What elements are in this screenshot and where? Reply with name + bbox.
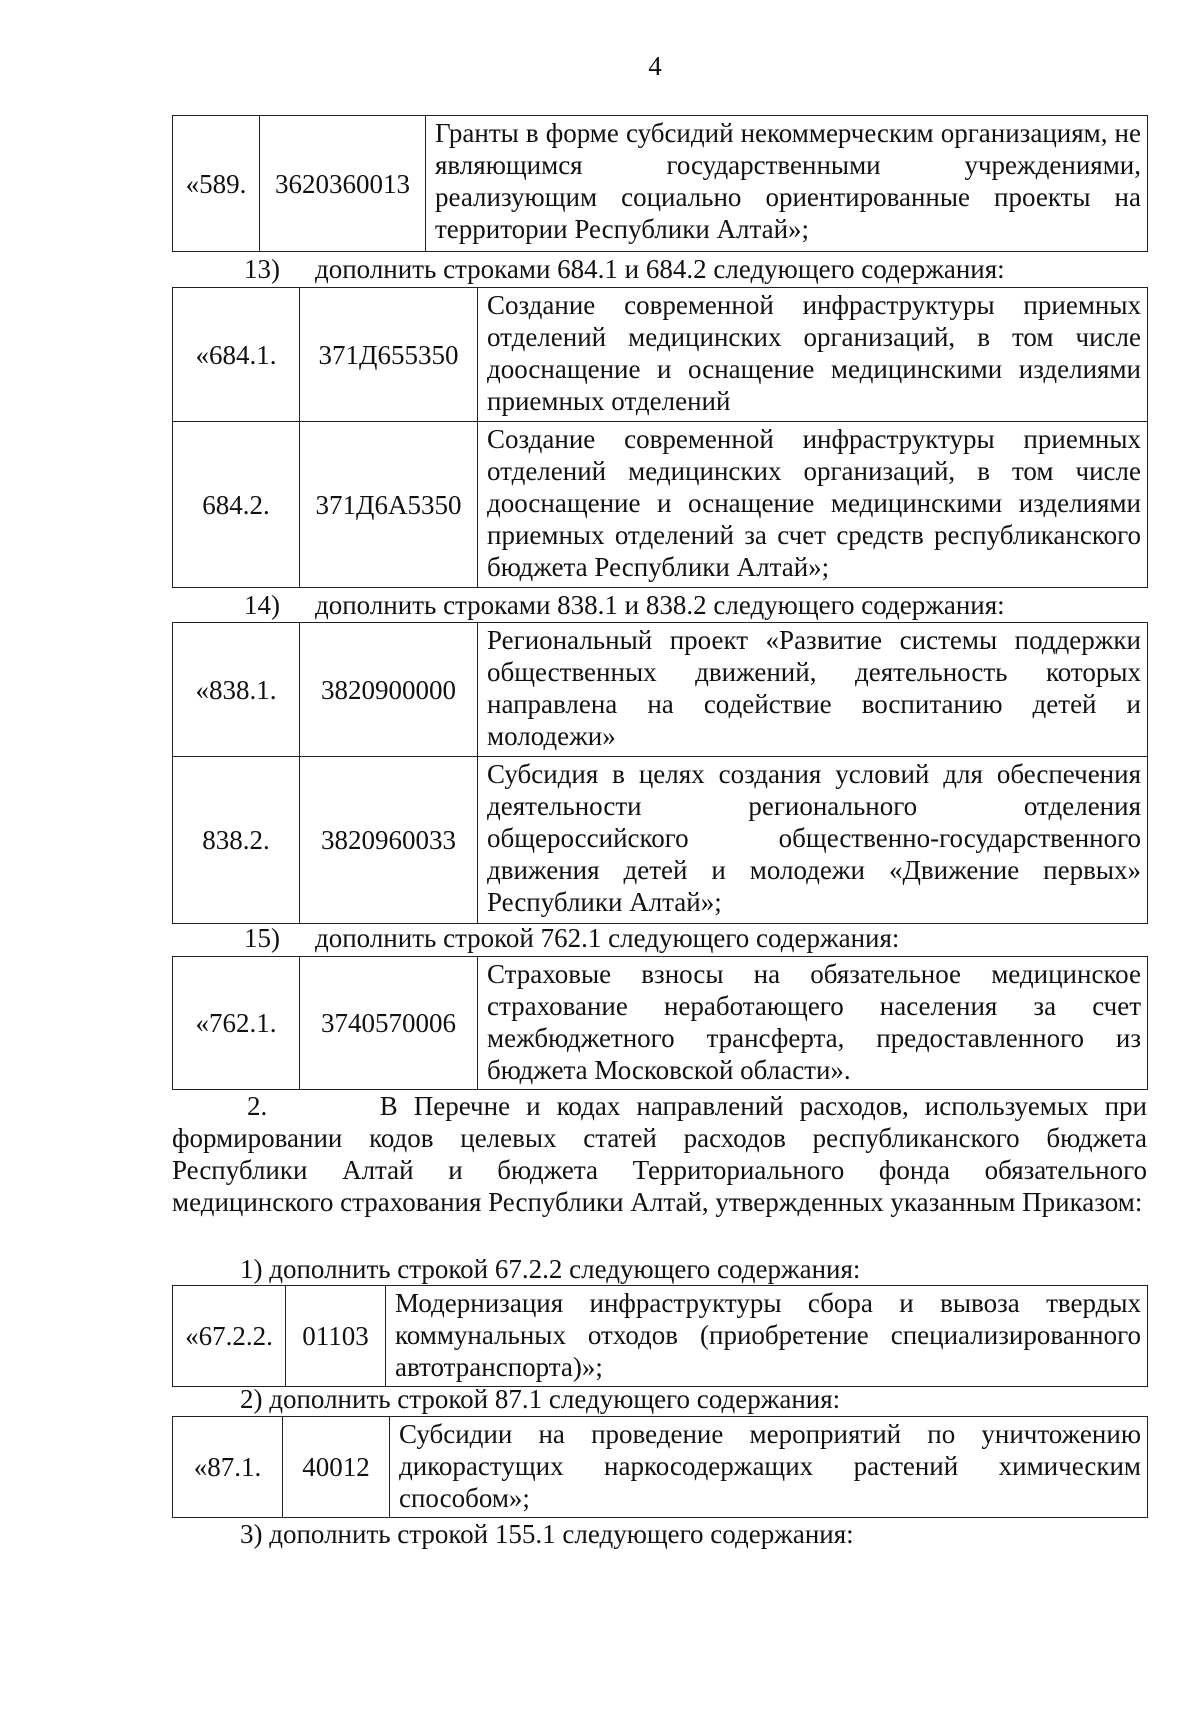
row-code: 3820900000 <box>300 623 478 757</box>
table-row-762 <box>172 956 1148 1090</box>
table-row <box>173 757 1148 924</box>
table-838 <box>172 622 1148 924</box>
item-text: дополнить строками 838.1 и 838.2 следующего содержания: <box>315 590 1005 620</box>
row-text: Субсидия в целях создания условий для обеспечения деятельности регионального отделения общероссийского общественно-государственного движения детей и молодежи «Движение первых» Республики Алтай»; <box>478 757 1148 924</box>
table-row <box>173 957 1148 1090</box>
table-row-871 <box>172 1416 1148 1518</box>
row-number: «87.1. <box>173 1417 283 1518</box>
item-number: 15) <box>244 923 280 953</box>
subitem-3: 3) дополнить строкой 155.1 следующего содержания: <box>240 1519 854 1549</box>
row-text: Страховые взносы на обязательное медицинское страхование неработающего населения за счет межбюджетного трансферта, предоставленного из бюджета Московской области». <box>478 957 1148 1090</box>
table-row <box>173 288 1148 422</box>
table-row <box>173 116 1148 252</box>
table-684 <box>172 287 1148 588</box>
paragraph-2: 2. В Перечне и кодах направлений расходов, используемых при формировании кодов целевых статей расходов республиканского бюджета Республики Алтай и бюджета Территориального фонда обязательного медицинского страхования Республики Алтай, утвержденных указанным Приказом: <box>172 1091 1147 1217</box>
item-number: 14) <box>244 590 280 620</box>
row-code: 01103 <box>286 1286 386 1387</box>
table-row <box>173 623 1148 757</box>
table-row-589 <box>172 115 1148 252</box>
item-number: 13) <box>244 254 280 284</box>
page-number: 4 <box>648 51 662 81</box>
row-text: Создание современной инфраструктуры приемных отделений медицинских организаций, в том числе дооснащение и оснащение медицинскими изделиями приемных отделений <box>478 288 1148 422</box>
row-number: «838.1. <box>173 623 300 757</box>
row-number: 838.2. <box>173 757 300 924</box>
row-number: 684.2. <box>173 422 300 588</box>
subitem-2: 2) дополнить строкой 87.1 следующего содержания: <box>240 1384 841 1414</box>
row-code: 3820960033 <box>300 757 478 924</box>
row-number: «684.1. <box>173 288 300 422</box>
row-text: Создание современной инфраструктуры приемных отделений медицинских организаций, в том числе дооснащение и оснащение медицинскими изделиями приемных отделений за счет средств республиканского бюджета Республики Алтай»; <box>478 422 1148 588</box>
row-text: Гранты в форме субсидий некоммерческим организациям, не являющимся государственными учреждениями, реализующим социально ориентированные проекты на территории Республики Алтай»; <box>426 116 1148 252</box>
row-number: «762.1. <box>173 957 300 1090</box>
row-code: 3620360013 <box>260 116 426 252</box>
row-text: Модернизация инфраструктуры сбора и вывоза твердых коммунальных отходов (приобретение специализированного автотранспорта)»; <box>386 1286 1148 1387</box>
table-row <box>173 422 1148 588</box>
table-row <box>173 1286 1148 1387</box>
row-code: 3740570006 <box>300 957 478 1090</box>
row-code: 371Д6А5350 <box>300 422 478 588</box>
row-code: 40012 <box>283 1417 390 1518</box>
row-number: «589. <box>173 116 260 252</box>
table-row <box>173 1417 1148 1518</box>
row-text: Региональный проект «Развитие системы поддержки общественных движений, деятельность которых направлена на содействие воспитанию детей и молодежи» <box>478 623 1148 757</box>
row-code: 371Д655350 <box>300 288 478 422</box>
table-row-6722 <box>172 1285 1148 1387</box>
subitem-1: 1) дополнить строкой 67.2.2 следующего содержания: <box>240 1254 861 1284</box>
item-text: дополнить строками 684.1 и 684.2 следующего содержания: <box>315 254 1005 284</box>
row-number: «67.2.2. <box>173 1286 286 1387</box>
item-text: дополнить строкой 762.1 следующего содержания: <box>315 923 900 953</box>
row-text: Субсидии на проведение мероприятий по уничтожению дикорастущих наркосодержащих растений химическим способом»; <box>390 1417 1148 1518</box>
